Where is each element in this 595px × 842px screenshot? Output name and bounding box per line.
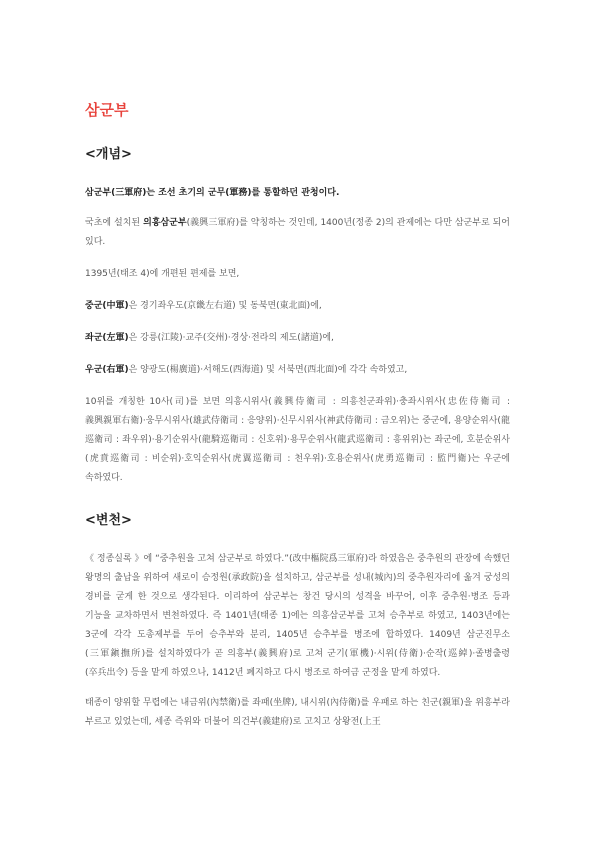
concept-p1-text-start: 국초에 설치된: [85, 218, 144, 228]
history-section: [85, 512, 510, 732]
concept-lead-paragraph: 삼군부(三軍府)는 조선 초기의 군무(軍務)를 통할하던 관청이다.: [85, 188, 340, 198]
concept-heading: <개념>: [85, 147, 132, 162]
middle-army-text: 은 경기좌우도(京畿左右道) 및 동북면(東北面)에,: [128, 301, 322, 311]
concept-paragraph-middle-army: [85, 297, 510, 316]
history-heading: <변천>: [85, 513, 132, 528]
document-page: [85, 100, 510, 745]
concept-paragraph-left-army: [85, 329, 510, 348]
middle-army-term: 중군(中軍): [85, 301, 129, 311]
concept-paragraph-ten-offices: 10위를 개칭한 10사(司)를 보면 의흥시위사(義興侍衛司 : 의흥친군좌위)·충좌시위사(忠佐侍衛司 : 義興親軍右衛)·웅무시위사(雄武侍衛司 : 응양위)·신무시위사(神武侍衛司 : 금오위)는 중군에, 용양순위사(龍 巡衛司 : 좌우위)·용기순위사(龍騎巡衛司 : 신호위)·용무순위사(龍武巡衛司 : 흥위위)는 좌군에, 호분순위사(虎賁巡衛司 : 비순위)·호익순위사(虎翼巡衛司 : 천우위)·호용순위사(虎勇巡衛司 : 監門衛)는 우군에 속하였다.: [85, 397, 510, 483]
concept-p1-text-end: (義興三軍府)를 약칭하는 것인데, 1400년(정종 2)의 관제에는 다만 삼군부로 되어 있다.: [85, 218, 510, 247]
history-paragraph-1: 《 정종실록 》에 “중추원을 고쳐 삼군부로 하였다.”(改中樞院爲三軍府)라 하였음은 중추원의 관장에 속했던 왕명의 출납을 위하여 새로이 승정원(承政院)을 설치하고, 삼군부를 성내(城內)의 중추원자리에 옮겨 궁성의 경비를 굳게 한 것으로 생각된다. 이리하여 삼군부는 창건 당시의 성격을 바꾸어, 이후 중추원·병조 등과 기능을 교차하면서 변천하였다. 즉 1401년(태종 1)에는 의흥삼군부를 고쳐 승추부로 하였고, 1403년에는 3군에 각각 도총제부를 두어 승추부와 분리, 1405년 승추부를 병조에 합하였다. 1409년 삼군진무소(三軍鎭撫所)를 설치하였다가 곧 의흥부(義興府)로 고쳐 군기(軍機)·시위(侍衛)·순작(巡綽)·졸병출령(卒兵出令) 등을 맡게 하였으나, 1412년 폐지하고 다시 병조로 하여금 군정을 맡게 하였다.: [85, 554, 510, 678]
page-title: 삼군부: [85, 101, 129, 119]
left-army-text: 은 강릉(江陵)·교주(交州)·경상·전라의 제도(諸道)에,: [128, 333, 334, 343]
concept-paragraph-right-army: [85, 361, 510, 380]
right-army-text: 은 양광도(楊廣道)·서해도(西海道) 및 서북면(西北面)에 각각 속하였고,: [128, 365, 408, 375]
concept-p1-term: 의흥삼군부: [143, 218, 187, 228]
history-paragraph-2: 태종이 양위할 무렵에는 내금위(內禁衛)를 좌패(坐牌), 내시위(內侍衛)를 우패로 하는 친군(親軍)을 위흥부라 부르고 있었는데, 세종 즉위와 더불어 의건부(義建府)로 고치고 상왕전(上王: [85, 698, 510, 727]
right-army-term: 우군(右軍): [85, 365, 129, 375]
left-army-term: 좌군(左軍): [85, 333, 129, 343]
concept-section: [85, 146, 510, 488]
concept-paragraph-2: 1395년(태조 4)에 개편된 편제를 보면,: [85, 269, 240, 279]
concept-paragraph-1: [85, 214, 510, 252]
